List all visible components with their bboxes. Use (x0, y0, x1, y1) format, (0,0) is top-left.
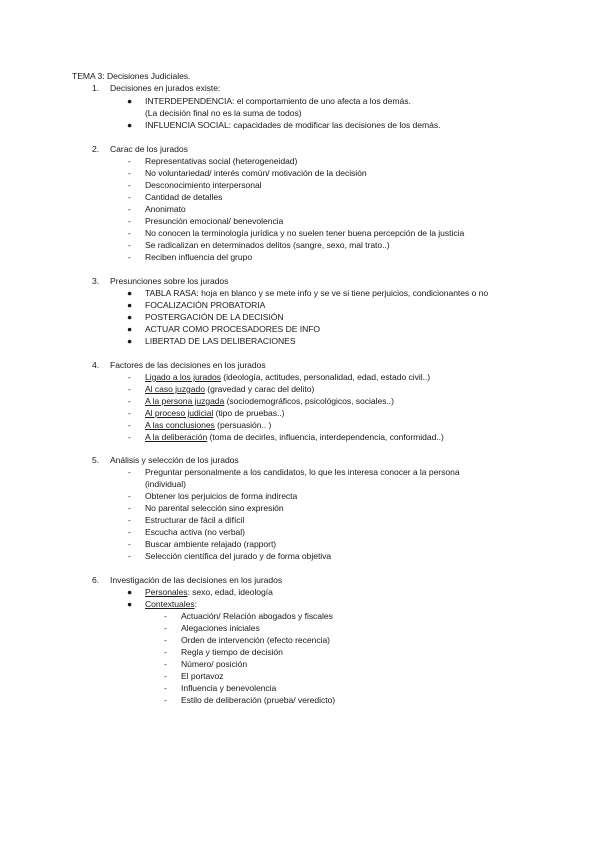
dash-icon: - (164, 659, 167, 669)
section-4-number: 4. (92, 360, 100, 370)
dash-icon: - (128, 228, 131, 238)
list-item: Cantidad de detalles (145, 192, 223, 202)
list-item: Escucha activa (no verbal) (145, 527, 245, 537)
dash-icon: - (128, 252, 131, 262)
list-item (145, 396, 394, 407)
list-item (145, 420, 271, 431)
dash-icon: - (128, 527, 131, 537)
dash-icon: - (164, 623, 167, 633)
section-4-heading: Factores de las decisiones en los jurados (110, 360, 266, 370)
dash-icon: - (128, 372, 131, 382)
list-item: Se radicalizan en determinados delitos (sangre, sexo, mal trato..) (145, 240, 390, 250)
factor-term: A la deliberación (145, 432, 208, 442)
list-item: (La decisión final no es la suma de todos) (145, 108, 302, 118)
dash-icon: - (128, 156, 131, 166)
document-title: TEMA 3: Decisiones Judiciales. (72, 71, 191, 81)
list-item (145, 408, 284, 419)
dash-icon: - (128, 491, 131, 501)
sub-list-item: Actuación/ Relación abogados y fiscales (181, 611, 333, 621)
factor-term: Ligado a los jurados (145, 372, 221, 382)
list-item: Anonimato (145, 204, 186, 214)
list-item: LIBERTAD DE LAS DELIBERACIONES (145, 336, 296, 346)
bullet-icon: ● (127, 96, 133, 106)
dash-icon: - (128, 539, 131, 549)
list-item: Presunción emocional/ benevolencia (145, 216, 284, 226)
list-item: Selección científica del jurado y de forma objetiva (145, 551, 332, 561)
factor-detail: (tipo de pruebas..) (213, 408, 285, 418)
sub-list-item: Alegaciones iniciales (181, 623, 260, 633)
list-item: Buscar ambiente relajado (rapport) (145, 539, 277, 549)
list-item: Representativas social (heterogeneidad) (145, 156, 298, 166)
list-item: FOCALIZACIÓN PROBATORIA (145, 300, 266, 310)
dash-icon: - (164, 695, 167, 705)
list-item (145, 372, 430, 383)
personales-detail: : sexo, edad, ideología (187, 587, 273, 597)
sub-list-item: Influencia y benevolencia (181, 683, 277, 693)
dash-icon: - (164, 635, 167, 645)
bullet-icon: ● (127, 288, 133, 298)
list-item: Desconocimiento interpersonal (145, 180, 262, 190)
bullet-icon: ● (127, 300, 133, 310)
list-item: No conocen la terminología jurídica y no suelen tener buena percepción de la justicia (145, 228, 465, 238)
list-item: INFLUENCIA SOCIAL: capacidades de modificar las decisiones de los demás. (145, 120, 441, 130)
list-item: Reciben influencia del grupo (145, 252, 253, 262)
sub-list-item: Orden de intervención (efecto recencia) (181, 635, 330, 645)
dash-icon: - (164, 611, 167, 621)
factor-detail: (persuasión.. ) (214, 420, 272, 430)
contextuales-detail: : (194, 599, 197, 609)
factor-detail: (sociodemográficos, psicológicos, sociales..) (224, 396, 394, 406)
sub-list-item: El portavoz (181, 671, 224, 681)
personales-term: Personales (145, 587, 188, 597)
bullet-icon: ● (127, 312, 133, 322)
bullet-icon: ● (127, 324, 133, 334)
section-5-heading: Análisis y selección de los jurados (110, 455, 239, 465)
section-5-number: 5. (92, 455, 100, 465)
section-1-heading: Decisiones en jurados existe: (110, 83, 221, 93)
list-item (145, 384, 314, 395)
dash-icon: - (164, 671, 167, 681)
sub-list-item: Estilo de deliberación (prueba/ veredicto) (181, 695, 336, 705)
section-6-number: 6. (92, 575, 100, 585)
dash-icon: - (128, 503, 131, 513)
section-2-heading: Carac de los jurados (110, 144, 188, 154)
factor-detail: (toma de decirles, influencia, interdependencia, conformidad..) (207, 432, 444, 442)
list-item: POSTERGACIÓN DE LA DECISIÓN (145, 312, 284, 322)
dash-icon: - (128, 216, 131, 226)
bullet-icon: ● (127, 120, 133, 130)
list-item: (individual) (145, 479, 186, 489)
factor-term: A las conclusiones (145, 420, 215, 430)
dash-icon: - (128, 168, 131, 178)
dash-icon: - (164, 647, 167, 657)
factor-detail: (gravedad y carac del delito) (204, 384, 315, 394)
section-3-heading: Presunciones sobre los jurados (110, 276, 229, 286)
list-item (145, 599, 197, 610)
list-item (145, 587, 273, 598)
dash-icon: - (128, 240, 131, 250)
dash-icon: - (128, 396, 131, 406)
bullet-icon: ● (127, 587, 133, 597)
factor-term: Al caso juzgado (145, 384, 205, 394)
dash-icon: - (128, 432, 131, 442)
sub-list-item: Número/ posición (181, 659, 248, 669)
list-item: Obtener los perjuicios de forma indirecta (145, 491, 298, 501)
list-item (145, 432, 444, 443)
list-item: Estructurar de fácil a difícil (145, 515, 245, 525)
dash-icon: - (128, 204, 131, 214)
bullet-icon: ● (127, 599, 133, 609)
dash-icon: - (128, 420, 131, 430)
dash-icon: - (128, 384, 131, 394)
dash-icon: - (128, 192, 131, 202)
dash-icon: - (128, 515, 131, 525)
list-item: TABLA RASA: hoja en blanco y se mete info y se ve si tiene perjuicios, condicionantes o no (145, 288, 489, 298)
factor-term: A la persona juzgada (145, 396, 225, 406)
list-item: ACTUAR COMO PROCESADORES DE INFO (145, 324, 321, 334)
list-item: INTERDEPENDENCIA: el comportamiento de uno afecta a los demás. (145, 96, 411, 106)
factor-term: Al proceso judicial (145, 408, 214, 418)
section-1-number: 1. (92, 83, 100, 93)
dash-icon: - (128, 467, 131, 477)
list-item: No parental selección sino expresión (145, 503, 284, 513)
section-6-heading: Investigación de las decisiones en los jurados (110, 575, 283, 585)
dash-icon: - (128, 551, 131, 561)
section-2-number: 2. (92, 144, 100, 154)
dash-icon: - (164, 683, 167, 693)
dash-icon: - (128, 180, 131, 190)
section-3-number: 3. (92, 276, 100, 286)
sub-list-item: Regla y tiempo de decisión (181, 647, 283, 657)
contextuales-term: Contextuales (145, 599, 195, 609)
bullet-icon: ● (127, 336, 133, 346)
list-item: Preguntar personalmente a los candidatos, lo que les interesa conocer a la persona (145, 467, 460, 477)
factor-detail: (ideología, actitudes, personalidad, edad, estado civil..) (220, 372, 431, 382)
list-item: No voluntariedad/ interés común/ motivación de la decisión (145, 168, 367, 178)
dash-icon: - (128, 408, 131, 418)
